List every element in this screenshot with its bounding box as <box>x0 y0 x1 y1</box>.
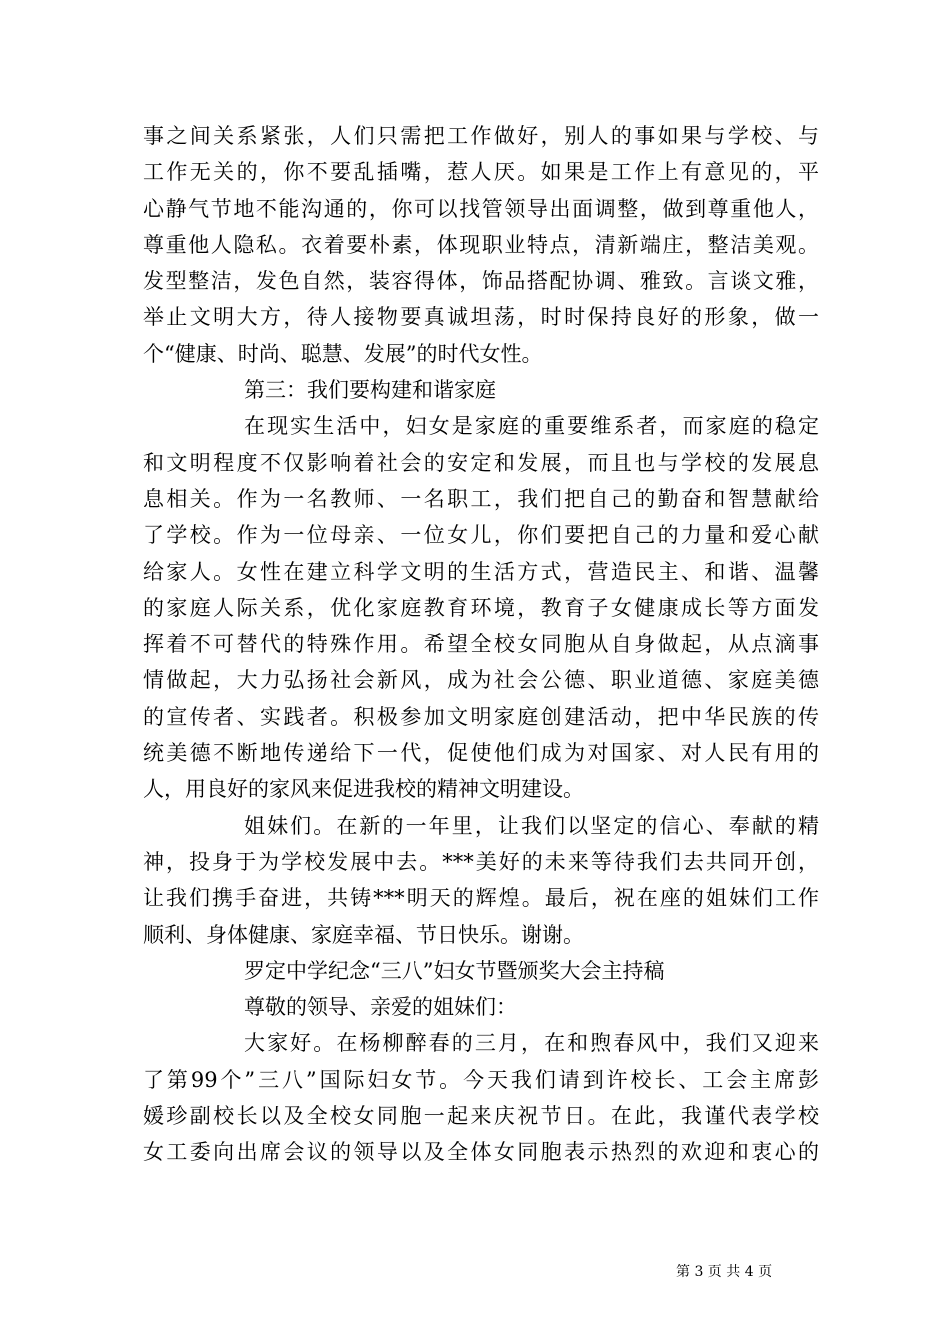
text-line: 让我们携手奋进，共铸***明天的辉煌。最后，祝在座的姐妹们工作 <box>143 886 819 911</box>
text-line: 情做起，大力弘扬社会新风，成为社会公德、职业道德、家庭美德 <box>143 668 819 693</box>
text-line: 大家好。在杨柳醉春的三月，在和煦春风中，我们又迎来 <box>244 1031 819 1056</box>
text-line: 姐妹们。在新的一年里，让我们以坚定的信心、奉献的精 <box>244 813 819 838</box>
text-line: 媛珍副校长以及全校女同胞一起来庆祝节日。在此，我谨代表学校 <box>143 1104 819 1129</box>
text-line: 尊敬的领导、亲爱的姐妹们： <box>244 995 517 1020</box>
text-line: 顺利、身体健康、家庭幸福、节日快乐。谢谢。 <box>143 922 584 947</box>
text-line: 给家人。女性在建立科学文明的生活方式，营造民主、和谐、温馨 <box>143 559 819 584</box>
text-line: 的家庭人际关系，优化家庭教育环境，教育子女健康成长等方面发 <box>143 595 819 620</box>
text-line: 挥着不可替代的特殊作用。希望全校女同胞从自身做起，从点滴事 <box>143 632 819 657</box>
text-line: 人，用良好的家风来促进我校的精神文明建设。 <box>143 777 584 802</box>
text-line: 息相关。作为一名教师、一名职工，我们把自己的勤奋和智慧献给 <box>143 486 819 511</box>
page-footer: 第 3 页 共 4 页 <box>676 1264 773 1280</box>
text-line: 事之间关系紧张，人们只需把工作做好，别人的事如果与学校、与 <box>143 124 819 148</box>
text-line: 罗定中学纪念“三八”妇女节暨颁奖大会主持稿 <box>244 958 665 983</box>
document-body <box>143 118 819 1171</box>
text-line: 心静气节地不能沟通的，你可以找管领导出面调整，做到尊重他人， <box>143 196 819 221</box>
text-line: 第三：我们要构建和谐家庭 <box>244 378 496 403</box>
text-line: 女工委向出席会议的领导以及全体女同胞表示热烈的欢迎和衷心的 <box>143 1140 819 1165</box>
text-line: 和文明程度不仅影响着社会的安定和发展，而且也与学校的发展息 <box>143 450 819 475</box>
text-line: 举止文明大方，待人接物要真诚坦荡，时时保持良好的形象，做一 <box>143 305 819 330</box>
text-line: 的宣传者、实践者。积极参加文明家庭创建活动，把中华民族的传 <box>143 704 819 729</box>
text-line: 尊重他人隐私。衣着要朴素，体现职业特点，清新端庄，整洁美观。 <box>143 232 819 257</box>
text-line: 发型整洁，发色自然，装容得体，饰品搭配协调、雅致。言谈文雅， <box>143 269 819 294</box>
text-line: 在现实生活中，妇女是家庭的重要维系者，而家庭的稳定 <box>244 414 819 439</box>
text-line: 神，投身于为学校发展中去。***美好的未来等待我们去共同开创， <box>143 849 819 874</box>
text-line: 工作无关的，你不要乱插嘴，惹人厌。如果是工作上有意见的，平 <box>143 160 819 185</box>
text-line: 了第99个”三八”国际妇女节。今天我们请到许校长、工会主席彭 <box>143 1067 819 1092</box>
text-line: 个“健康、时尚、聪慧、发展”的时代女性。 <box>143 341 543 366</box>
text-line: 统美德不断地传递给下一代，促使他们成为对国家、对人民有用的 <box>143 741 819 766</box>
text-line: 了学校。作为一位母亲、一位女儿，你们要把自己的力量和爱心献 <box>143 523 819 548</box>
